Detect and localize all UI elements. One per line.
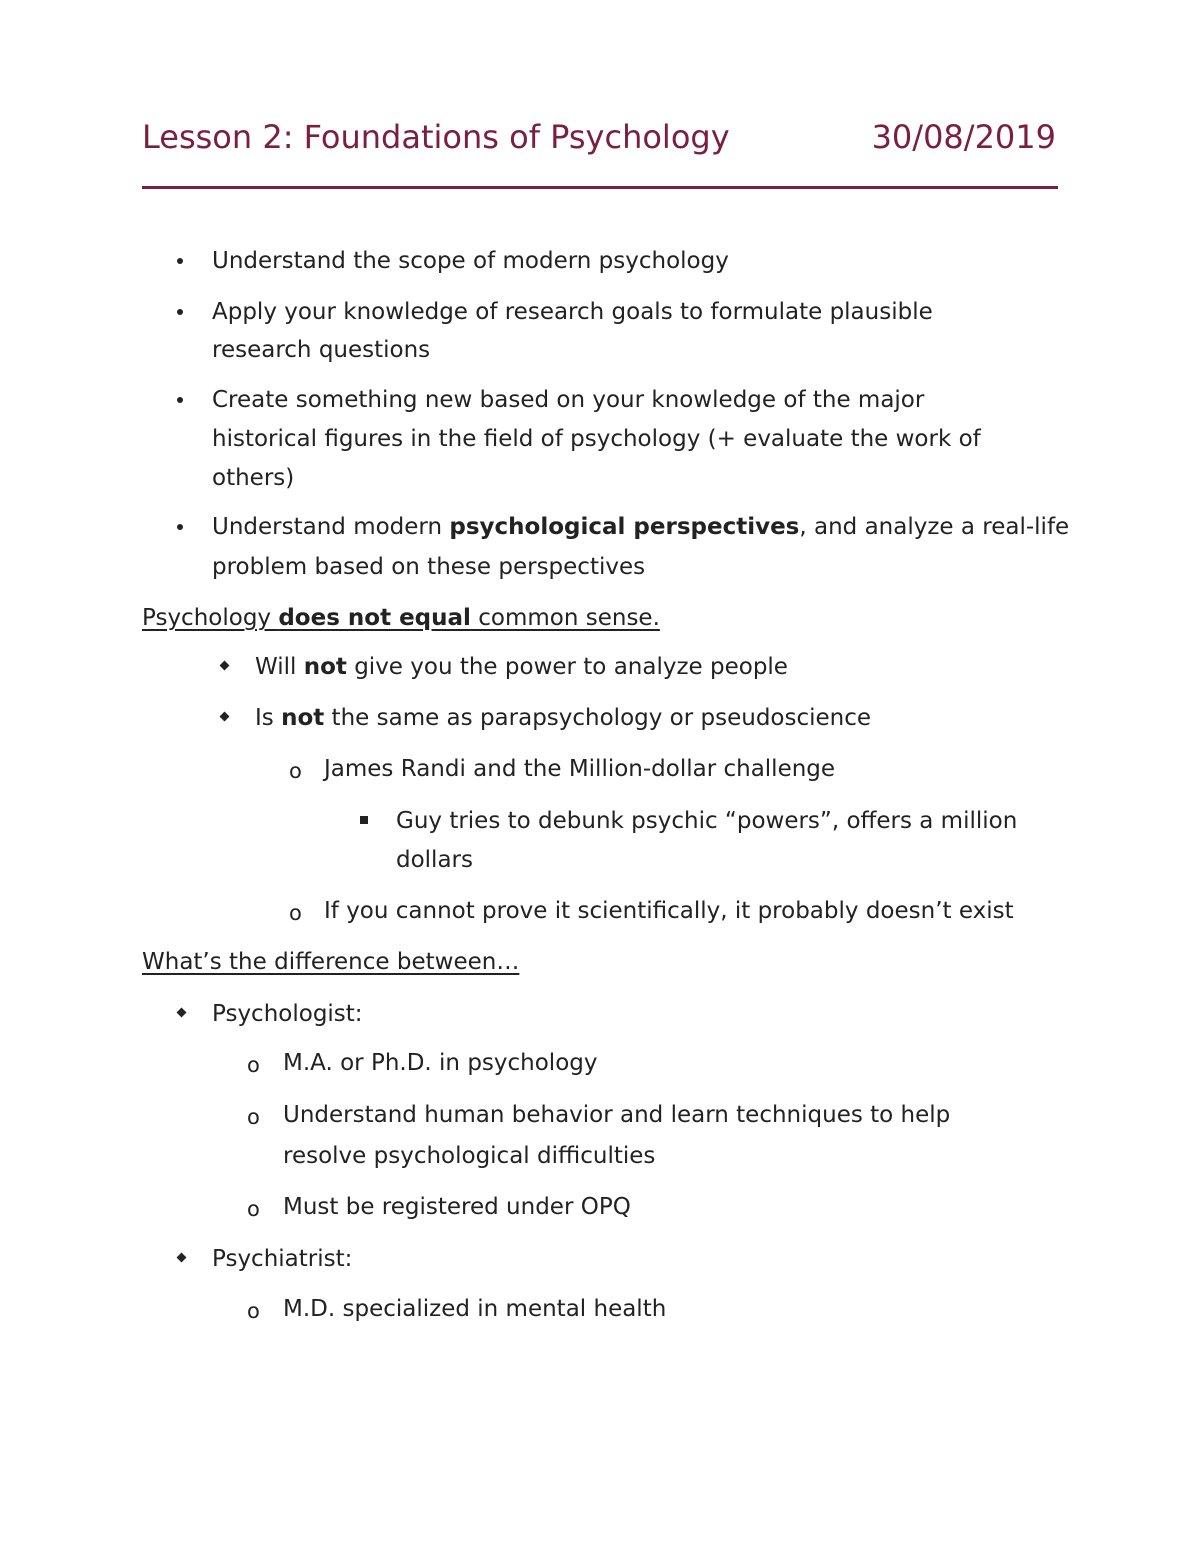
- page-title: Lesson 2: Foundations of Psychology: [142, 118, 730, 156]
- section1-item-1: [255, 652, 788, 682]
- bullet-dot-icon: [177, 258, 183, 264]
- bullet-diamond-icon: [177, 1008, 187, 1018]
- title-row: [142, 118, 1058, 174]
- bullet-ring-icon: o: [247, 1197, 260, 1221]
- psychologist-point-2-line-2: resolve psychological difficulties: [283, 1143, 656, 1169]
- section-heading-common-sense: [142, 603, 660, 633]
- title-divider: [142, 186, 1058, 189]
- item-text-post: the same as parapsychology or pseudoscience: [324, 705, 872, 731]
- bullet-square-icon: [360, 816, 368, 824]
- item-text-post: give you the power to analyze people: [346, 654, 788, 680]
- objective-3-line-1: Create something new based on your knowledge of the major: [212, 387, 925, 413]
- bullet-diamond-icon: [220, 712, 230, 722]
- psychologist-label: Psychologist:: [212, 1001, 363, 1027]
- psychologist-point-2-line-1: Understand human behavior and learn techniques to help: [283, 1102, 951, 1128]
- bullet-ring-icon: o: [289, 901, 302, 925]
- objective-4-line-2: problem based on these perspectives: [212, 554, 646, 580]
- bullet-diamond-icon: [177, 1253, 187, 1263]
- psychologist-point-3: Must be registered under OPQ: [283, 1194, 631, 1220]
- objective-3-line-3: others): [212, 465, 295, 491]
- objective-2-line-2: research questions: [212, 337, 431, 363]
- psychologist-point-1: M.A. or Ph.D. in psychology: [283, 1050, 598, 1076]
- section1-subsubitem-line-2: dollars: [396, 847, 473, 873]
- bullet-dot-icon: [177, 397, 183, 403]
- bullet-ring-icon: o: [247, 1105, 260, 1129]
- lesson-date: 30/08/2019: [871, 118, 1056, 156]
- section1-subitem-1: James Randi and the Million-dollar challenge: [324, 756, 836, 782]
- item-text-bold: not: [281, 705, 325, 731]
- objective-1-line-1: Understand the scope of modern psychology: [212, 248, 729, 274]
- bullet-ring-icon: o: [247, 1053, 260, 1077]
- objective-4-text-pre: Understand modern: [212, 514, 450, 540]
- psychiatrist-point-1: M.D. specialized in mental health: [283, 1296, 667, 1322]
- psychiatrist-label: Psychiatrist:: [212, 1246, 353, 1272]
- section1-item-2: [255, 703, 871, 733]
- section1-subsubitem-line-1: Guy tries to debunk psychic “powers”, offers a million: [396, 808, 1018, 834]
- bullet-ring-icon: o: [247, 1299, 260, 1323]
- objective-4-text-bold: psychological perspectives: [449, 514, 800, 540]
- item-text-bold: not: [303, 654, 347, 680]
- objective-4-line-1: [212, 512, 1069, 542]
- bullet-dot-icon: [177, 309, 183, 315]
- objective-2-line-1: Apply your knowledge of research goals to formulate plausible: [212, 299, 933, 325]
- section1-subitem-2: If you cannot prove it scientifically, it probably doesn’t exist: [324, 898, 1014, 924]
- bullet-ring-icon: o: [289, 759, 302, 783]
- objective-4-text-post: , and analyze a real-life: [799, 514, 1070, 540]
- objective-3-line-2: historical figures in the field of psychology (+ evaluate the work of: [212, 426, 981, 452]
- heading-text-bold: does not equal: [278, 605, 471, 631]
- item-text-pre: Will: [255, 654, 304, 680]
- heading-text-post: common sense.: [470, 605, 660, 631]
- bullet-diamond-icon: [220, 661, 230, 671]
- item-text-pre: Is: [255, 705, 282, 731]
- bullet-dot-icon: [177, 524, 183, 530]
- section-heading-difference: What’s the difference between…: [142, 949, 520, 975]
- heading-text-pre: Psychology: [142, 605, 279, 631]
